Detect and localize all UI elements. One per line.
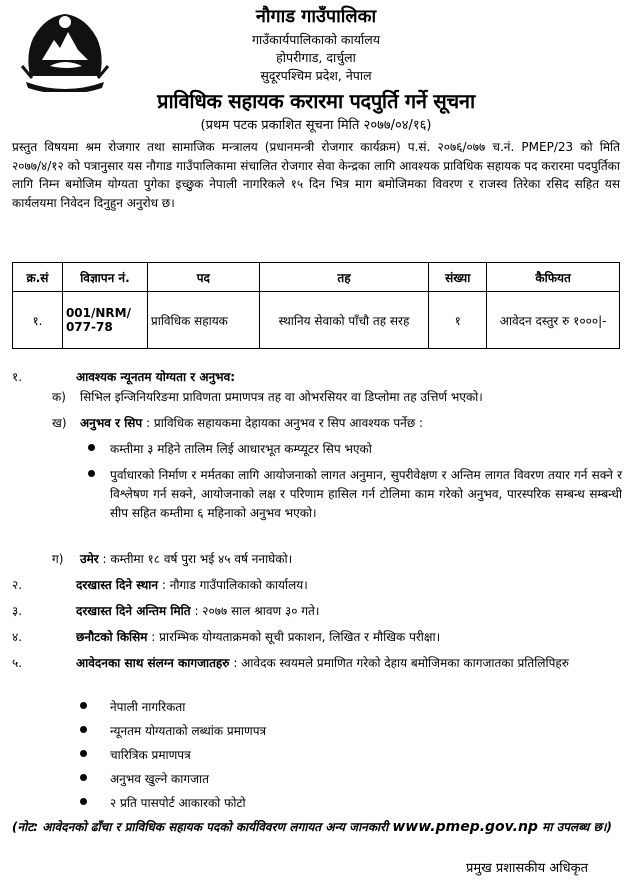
doc-item-text: चारित्रिक प्रमाणपत्र xyxy=(110,748,191,762)
req5-number: ५. xyxy=(12,656,23,670)
table-header: क्र.सं xyxy=(13,263,63,292)
req5-head: आवेदनका साथ संलग्न कागजातहरु xyxy=(76,656,230,670)
bullet-icon xyxy=(80,698,90,708)
req1-a-text: सिभिल इन्जिनियरिङमा प्राविणता प्रमाणपत्र तह वा ओभरसियर वा डिप्लोमा तह उत्तिर्ण भएको। xyxy=(80,390,483,404)
req1-heading: आवश्यक न्यूनतम योग्यता र अनुभव: xyxy=(76,370,236,384)
doc-item-text: अनुभव खुल्ने कागजात xyxy=(110,772,209,786)
req5-text: : आवेदक स्वयमले प्रमाणित गरेको देहाय बमोजिमका कागजातका प्रतिलिपिहरु xyxy=(233,656,569,670)
footnote-text-after: मा उपलब्ध छ।) xyxy=(537,820,612,834)
req3-number: ३. xyxy=(12,604,23,618)
office-province: सुदूरपश्चिम प्रदेश, नेपाल xyxy=(260,68,372,83)
req1-bullet-2-text: पुर्वाधारको निर्माण र मर्मतका लागि आयोजनाको लागत अनुमान, सुपरीवेक्षण र अन्तिम लागत विवरण तयार गर्न सक्ने र विश्लेषण गर्न सक्ने, आयोजनाको लक्ष र परिणाम हासिल गर्न टोलिमा काम गरेको अनुभव, पारस्परिक सम्बन्ध सम्बन्धी सीप सहित कम्तीमा ६ महिनाको अनुभव भएको। xyxy=(110,468,622,520)
req1-b-label: ख) xyxy=(52,416,67,430)
table-cell-count: १ xyxy=(429,292,487,349)
signature-title: प्रमुख प्रशासकीय अधिकृत xyxy=(465,861,588,876)
footnote-text-before: (नोट: आवेदनको ढाँचा र प्राविधिक सहायक पदको कार्यविवरण लगायत अन्य जानकारी xyxy=(12,820,393,834)
req1-c-text: : कम्तीमा १८ वर्ष पुरा भई ४५ वर्ष ननाघेको। xyxy=(102,552,293,566)
req1-c-head: उमेर xyxy=(80,552,99,566)
table-header: कैफियत xyxy=(487,263,620,292)
req1-c-label: ग) xyxy=(52,552,64,566)
table-header: विज्ञापन नं. xyxy=(62,263,147,292)
footnote xyxy=(12,818,620,836)
req3-text: : २०७७ साल श्रावण ३० गते। xyxy=(194,604,320,618)
bullet-icon xyxy=(80,746,90,756)
intro-paragraph: प्रस्तुत विषयमा श्रम रोजगार तथा सामाजिक मन्त्रालय (प्रधानमन्त्री रोजगार कार्यक्रम) प.सं. २०७६/०७७ च.नं. PMEP/23 को मिति २०७७/४/१२ को पत्रानुसार यस नौगाड गाउँपालिकामा संचालित रोजगार सेवा केन्द्रका लागि आवश्यक प्राविधिक सहायक पद करारमा पदपुर्तिका लागि निम्न बमोजिम योग्यता पुगेका इच्छुक नेपाली नागरिकले १५ दिन भित्र माग बमोजिमका विवरण र राजस्व तिरेका रसिद सहित यस कार्यलयमा निवेदन दिनुहुन अनुरोध छ। xyxy=(12,140,620,210)
bullet-icon xyxy=(80,770,90,780)
req2-text: : नौगाड गाउँपालिकाको कार्यालय। xyxy=(161,578,308,592)
table-cell-post: प्राविधिक सहायक xyxy=(147,292,259,349)
bullet-icon xyxy=(88,440,98,450)
table-cell-level: स्थानिय सेवाको पाँचौ तह सरह xyxy=(259,292,429,349)
req2-head: दरखास्त दिने स्थान xyxy=(76,578,159,592)
doc-item-text: न्यूनतम योग्यताको लब्धांक प्रमाणपत्र xyxy=(110,724,267,738)
table-header-row xyxy=(13,263,620,292)
bullet-icon xyxy=(80,794,90,804)
doc-item-text: नेपाली नागरिकता xyxy=(110,700,186,714)
notice-subtitle: (प्रथम पटक प्रकाशित सूचना मिति २०७७/०४/१६) xyxy=(200,118,432,133)
req4-number: ४. xyxy=(12,630,23,644)
table-row xyxy=(13,292,620,349)
office-address: होपरीगाड, दार्चुला xyxy=(276,50,356,65)
table-header: पद xyxy=(147,263,259,292)
req2-number: २. xyxy=(12,578,23,592)
table-header: संख्या xyxy=(429,263,487,292)
req1-bullet-1-text: कम्तीमा ३ महिने तालिम लिई आधारभूत कम्प्यूटर सिप भएको xyxy=(110,442,372,456)
req1-b-text: : प्राविधिक सहायकमा देहायका अनुभव र सिप आवश्यक पर्नेछ : xyxy=(146,416,424,430)
table-cell-sn: १. xyxy=(13,292,63,349)
table-cell-remarks: आवेदन दस्तुर रु १०००|- xyxy=(487,292,620,349)
req1-a-label: क) xyxy=(52,390,66,404)
req1-b-head: अनुभव र सिप xyxy=(80,416,143,430)
vacancy-table xyxy=(12,262,620,349)
bullet-icon xyxy=(80,722,90,732)
req4-head: छनौटको किसिम xyxy=(76,630,148,644)
office-name: नौगाड गाउँपालिका xyxy=(255,6,377,27)
bullet-icon xyxy=(88,466,98,476)
office-subtitle-1: गाउँकार्यपालिकाको कार्यालय xyxy=(252,32,380,47)
website-link[interactable]: www.pmep.gov.np xyxy=(392,819,538,835)
req1-number: १. xyxy=(12,370,23,384)
table-header: तह xyxy=(259,263,429,292)
req4-text: : प्रारम्भिक योग्यताक्रमको सूची प्रकाशन, लिखित र मौखिक परीक्षा। xyxy=(151,630,441,644)
req3-head: दरखास्त दिने अन्तिम मिति xyxy=(76,604,191,618)
doc-item-text: २ प्रति पासपोर्ट आकारको फोटो xyxy=(110,796,246,810)
notice-title: प्राविधिक सहायक करारमा पदपुर्ति गर्ने सूचना xyxy=(157,89,475,113)
table-cell-adv-no: 001/NRM/ 077-78 xyxy=(62,292,147,349)
